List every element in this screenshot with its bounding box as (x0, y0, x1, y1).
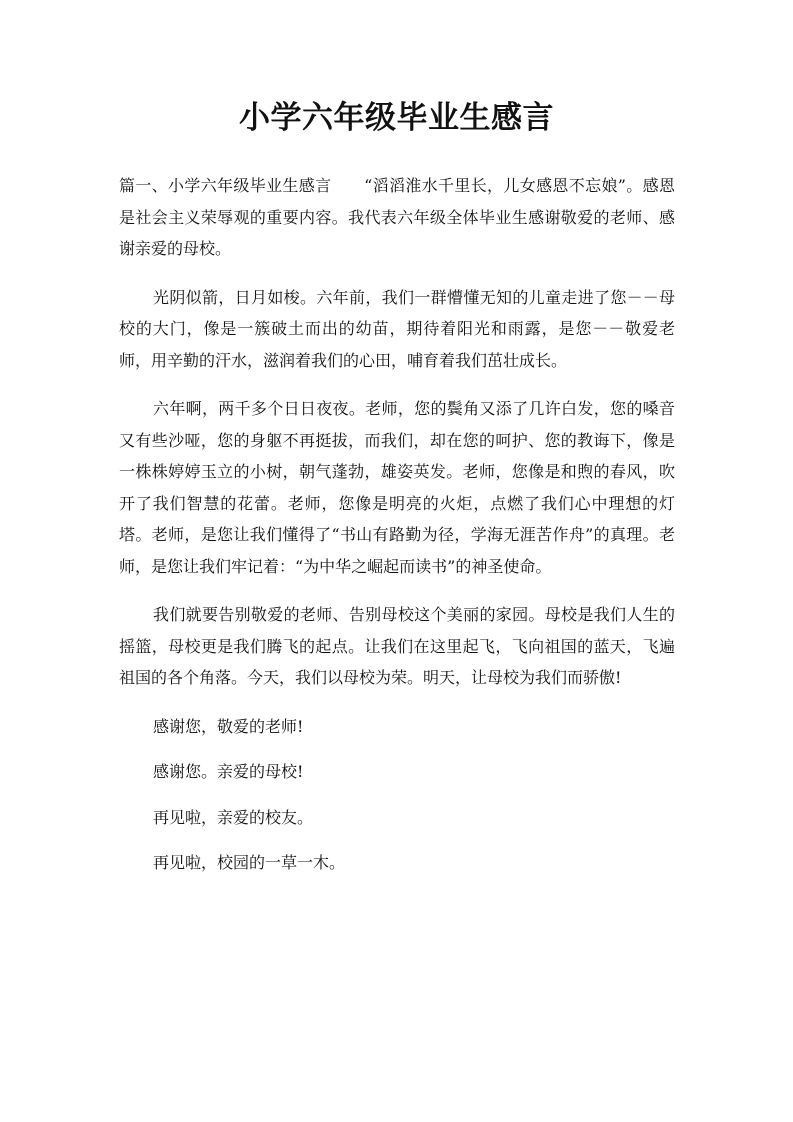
paragraph-intro: 篇一、小学六年级毕业生感言 “滔滔淮水千里长，儿女感恩不忘娘”。感恩是社会主义荣辱观的重要内容。我代表六年级全体毕业生感谢敬爱的老师、感谢亲爱的母校。 (119, 176, 675, 258)
paragraph-time-flies: 光阴似箭，日月如梭。六年前，我们一群懵懂无知的儿童走进了您－－母校的大门，像是一簇破土而出的幼苗，期待着阳光和雨露，是您－－敬爱老师，用辛勤的汗水，滋润着我们的心田，哺育着我们茁壮成长。 (119, 287, 675, 370)
document-title: 小学六年级毕业生感言 (239, 100, 554, 136)
paragraph-thanks-teacher: 感谢您，敬爱的老师! (153, 716, 304, 736)
paragraph-bye-classmates: 再见啦，亲爱的校友。 (153, 807, 314, 827)
paragraph-farewell: 我们就要告别敬爱的老师、告别母校这个美丽的家园。母校是我们人生的摇篮，母校更是我们腾飞的起点。让我们在这里起飞，飞向祖国的蓝天，飞遍祖国的各个角落。今天，我们以母校为荣。明天，让母校为我们而骄傲! (119, 605, 675, 687)
paragraph-six-years: 六年啊，两千多个日日夜夜。老师，您的鬓角又添了几许白发，您的嗓音又有些沙哑，您的身躯不再挺拔，而我们，却在您的呵护、您的教诲下，像是一株株婷婷玉立的小树，朝气蓬勃，雄姿英发。老师，您像是和煦的春风，吹开了我们智慧的花蕾。老师，您像是明亮的火炬，点燃了我们心中理想的灯塔。老师，是您让我们懂得了“书山有路勤为径，学海无涯苦作舟”的真理。老师，是您让我们牢记着：“为中华之崛起而读书”的神圣使命。 (119, 399, 675, 576)
paragraph-bye-campus: 再见啦，校园的一草一木。 (153, 853, 346, 872)
document-body (119, 170, 675, 893)
paragraph-thanks-school: 感谢您。亲爱的母校! (153, 762, 304, 781)
